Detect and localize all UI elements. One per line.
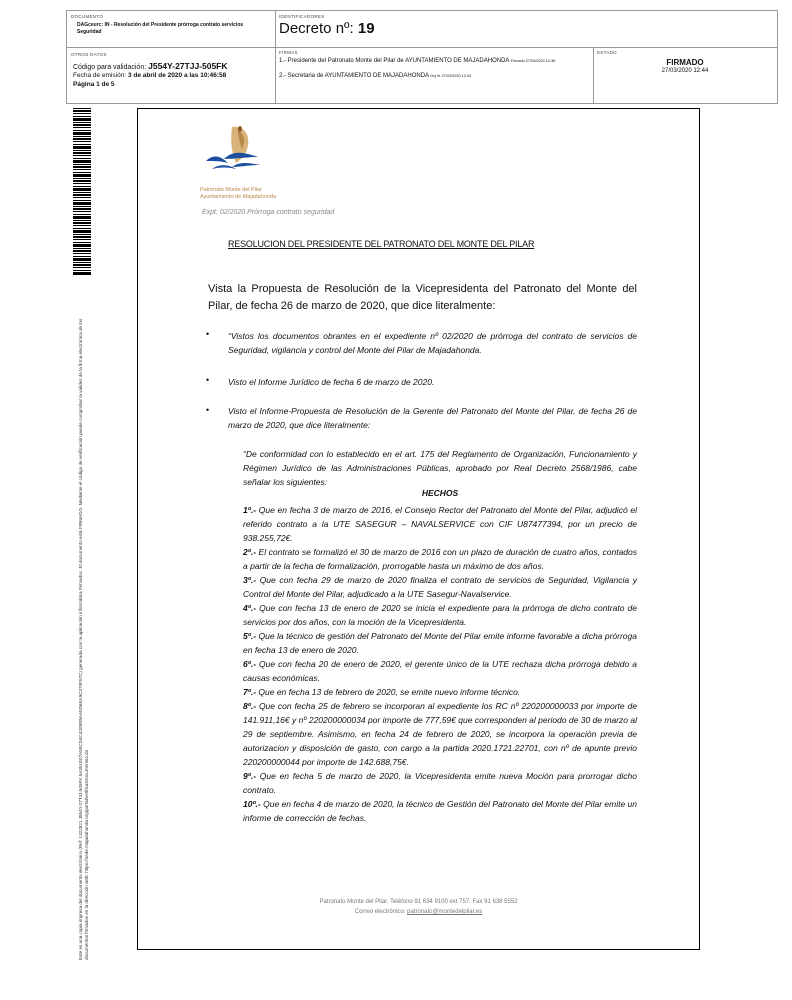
hecho-3-text: Que con fecha 29 de marzo de 2020 finaliza el contrato de servicios de Seguridad, Vigilancia y Control del Monte del Pilar, adjudicado a la UTE Sasegur-Navalservice. <box>243 575 637 599</box>
identificadores-label: IDENTIFICADORES <box>279 14 325 19</box>
codigo-row <box>73 61 228 71</box>
firma-1-date: Firmado 27/03/2020 12:36 <box>510 59 556 63</box>
documento-label: DOCUMENTO <box>71 14 104 19</box>
intro-paragraph: Vista la Propuesta de Resolución de la Vicepresidenta del Patronato del Monte del Pilar, de fecha 26 de marzo de 2020, que dice literalmente: <box>208 283 637 312</box>
hecho-7-text: Que en fecha 13 de febrero de 2020, se emite nuevo informe técnico. <box>256 687 521 697</box>
hecho-2-text: El contrato se formalizó el 30 de marzo de 2016 con un plazo de duración de cuatro años, contados a partir de la fecha de formalización, prorrogable hasta un máximo de dos años. <box>243 547 637 571</box>
firma-2-text: 2.- Secretaria de AYUNTAMIENTO DE MAJADAHONDA <box>279 73 429 79</box>
document-page <box>137 108 700 950</box>
estado-cell <box>593 47 777 103</box>
pagina: Página 1 de 5 <box>73 81 115 88</box>
quote-paragraph: “De conformidad con lo establecido en el art. 175 del Reglamento de Organización, Funcionamiento y Régimen Jurídico de las Administraciones Públicas, aprobado por Real Decreto 2568/1986, cabe señalar los siguientes: <box>243 449 637 487</box>
hecho-6-text: Que con fecha 20 de enero de 2020, el gerente único de la UTE rechaza dicha prórroga debido a causas económicas. <box>243 659 637 683</box>
patronato-logo-icon <box>202 123 264 181</box>
hecho-9 <box>243 769 637 797</box>
estado-label: ESTADO <box>597 50 617 55</box>
decreto-number <box>279 20 375 37</box>
footer-email-label: Correo electrónico: <box>354 909 408 915</box>
estado-date: 27/03/2020 12:44 <box>661 68 709 74</box>
hecho-9-text: Que en fecha 5 de marzo de 2020, la Vicepresidenta emite nueva Moción para prorrogar dicho contrato. <box>243 771 637 795</box>
hecho-4-num: 4º.- <box>243 603 257 613</box>
hecho-4-text: Que con fecha 13 de enero de 2020 se inicia el expediente para la prórroga de dicho contrato de servicios por dos años, con la moción de la Vicepresidenta. <box>243 603 637 627</box>
hecho-10-text: Que en fecha 4 de marzo de 2020, la técnico de Gestión del Patronato del Monte del Pilar emite un informe de corrección de fechas. <box>243 799 637 823</box>
hecho-5 <box>243 629 637 657</box>
decreto-value: 19 <box>357 20 375 37</box>
firma-1-text: 1.- Presidente del Patronato Monte del Pilar de AYUNTAMIENTO DE MAJADAHONDA <box>279 58 510 64</box>
hecho-5-text: Que la técnico de gestión del Patronato del Monte del Pilar emite informe favorable a dicha prórroga en fecha 13 de enero de 2020. <box>243 631 637 655</box>
footer-email-row <box>138 909 699 915</box>
codigo-label: Código para validación: <box>73 64 147 71</box>
fecha-row <box>73 72 226 79</box>
hecho-8-text: Que con fecha 25 de febrero se incorporan al expediente los RC nº 220200000033 por importe de 141.911,16€ y nº 220200000034 por importe de 777,59€ que corresponden al periodo de 30 de marzo al 29 de septiembre. Asimismo, en fecha 24 de febrero de 2020, se incorpora la operación previa de autorizacion y disposición de gasto, con cargo a la partida 2020.1721.22701, con nº de apunte previo 220200000044 por importe de 142.688,75€. <box>243 701 637 767</box>
firma-2 <box>279 73 591 80</box>
documento-text: DAGceurc: IN - Resolución del Presidente prórroga contrato servicios Seguridad <box>77 22 244 35</box>
codigo-value: J554Y-27TJJ-505FK <box>148 61 228 71</box>
hecho-8-num: 8º.- <box>243 701 257 711</box>
bullet-2-icon: • <box>206 375 210 385</box>
firma-1 <box>279 58 591 65</box>
firmas-label: FIRMAS <box>279 50 298 55</box>
decreto-label: Decreto nº: <box>279 20 354 37</box>
document-header <box>66 10 778 104</box>
fecha-label: Fecha de emisión: <box>73 72 127 79</box>
expediente-ref: Expt: 02/2020 Prórroga contrato seguridad <box>202 209 335 216</box>
identificadores-cell <box>275 11 777 48</box>
hecho-2-num: 2º.- <box>243 547 257 557</box>
hecho-2 <box>243 545 637 573</box>
bullet-1-text: “Vistos los documentos obrantes en el expediente nº 02/2020 de prórroga del contrato de servicios de Seguridad, vigilancia y control del Monte del Pilar de Majadahonda. <box>228 331 637 355</box>
bullet-2-text: Visto el Informe Jurídico de fecha 6 de marzo de 2020. <box>228 377 435 387</box>
hecho-3-num: 3º.- <box>243 575 257 585</box>
otros-datos-cell <box>67 47 276 103</box>
hecho-8 <box>243 699 637 769</box>
hecho-3 <box>243 573 637 601</box>
verification-side-text: Este es una copia impresa del documento electrónico (Ref: 1322821 J554Y-27TJJ-505FK 5A351E07A50CD4C4208R8AA5D6EA9C370F57C) generada con la aplicación informática Firmadoc. El documento está FIRMADO. Mediante el código de verificación puede comprobar la validez de la firma electrónica de los documentos firmados en la dirección web: https://sede.majadahonda.org/portal/verificarDocumentos.do <box>78 318 89 960</box>
logo-line-1: Patronato Monte del Pilar <box>200 187 263 193</box>
logo-caption <box>200 187 276 200</box>
otros-label: OTROS DATOS <box>71 52 107 57</box>
firma-2-date: Dry fe 27/03/2020 12:44 <box>430 74 472 78</box>
fecha-value: 3 de abril de 2020 a las 10:46:58 <box>127 72 227 79</box>
hecho-1-text: Que en fecha 3 de marzo de 2016, el Consejo Rector del Patronato del Monte del Pilar, adjudicó el referido contrato a la UTE SASEGUR – NAVALSERVICE con CIF U87477394, por un precio de 938.255,72€. <box>243 505 637 543</box>
bullet-3-text: Visto el Informe-Propuesta de Resolución de la Gerente del Patronato del Monte del Pilar, de fecha 26 de marzo de 2020, que dice literalmente: <box>228 406 637 430</box>
footer-contact: Patronato Monte del Pilar. Teléfono 91 634 9100 ext 757. Fax 91 638 5552 <box>319 899 518 905</box>
estado-value: FIRMADO <box>666 58 704 67</box>
hecho-10 <box>243 797 637 825</box>
hecho-5-num: 5º.- <box>243 631 257 641</box>
documento-cell <box>67 11 276 48</box>
hecho-6 <box>243 657 637 685</box>
hecho-4 <box>243 601 637 629</box>
bullet-1-icon: • <box>206 329 210 339</box>
hecho-10-num: 10º.- <box>243 799 261 809</box>
bullet-3-icon: • <box>206 405 210 415</box>
footer-email-link[interactable]: patronato@montedelpilar.es <box>407 909 483 915</box>
hecho-9-num: 9º.- <box>243 771 257 781</box>
barcode <box>73 108 91 276</box>
hecho-7-num: 7º.- <box>243 687 257 697</box>
logo-line-2: Ayuntamiento de Majadahonda <box>200 193 277 200</box>
resolution-title: RESOLUCION DEL PRESIDENTE DEL PATRONATO DEL MONTE DEL PILAR <box>228 239 535 249</box>
hecho-1 <box>243 503 637 545</box>
hecho-6-num: 6º.- <box>243 659 257 669</box>
firmas-cell <box>275 47 594 103</box>
hechos-list <box>243 503 637 825</box>
hecho-7 <box>243 685 637 699</box>
hecho-1-num: 1º.- <box>243 505 257 515</box>
hechos-title: HECHOS <box>421 488 459 498</box>
